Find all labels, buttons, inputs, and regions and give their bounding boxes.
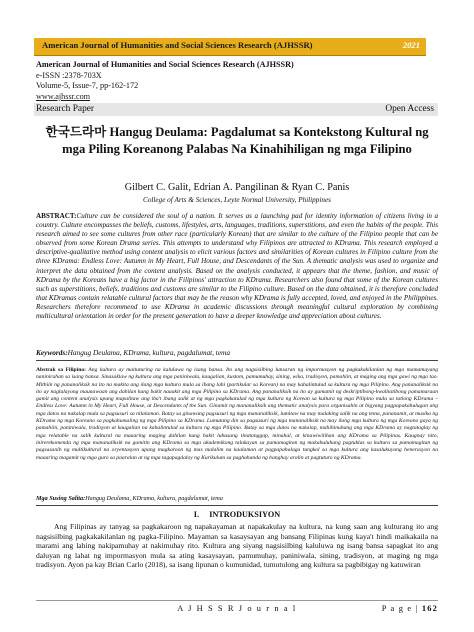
susing-salita-label: Mga Susing Salita: [36, 495, 86, 502]
journal-name: American Journal of Humanities and Social Sciences Research (AJHSSR) [36, 60, 294, 69]
keywords-text: Hangug Deulama, KDrama, kultura, pagdalumat, tema [67, 348, 230, 357]
keywords-label: Keywords: [36, 348, 68, 357]
journal-website-link[interactable]: www.ajhssr.com [36, 91, 91, 101]
introduction-paragraph: Ang Filipinas ay tanyag sa pagkakaroon ng napakayaman at napakakulay na kultura, na kung saan ang kulturang ito ang nagsisilbing pagkakakilanlan ng pagka-Filipino. Mayaman sa kasaysayan ang bansang Filipinas kung kaya't hindi maikakaila na marami ang lahing nakipamuhay at nakimuhay rito. Kultura ang siyang nagsisilbing kaluluwa ng isang bansa sapagkat ito ang daluyan ng lahat ng impormasyon mula sa ating kasaysayan, pamumuhay, paniniwala, sining, tradisyon, at maging ng mga tradisyon. Ayon pa kay Brian Carlo (2018), sa isang lipunan o kumunidad, tumutulong ang kultura sa pagbibigay ng katuwiran [36, 522, 438, 569]
paper-affiliation: College of Arts & Sciences, Leyte Normal University, Philippines [143, 196, 331, 204]
keywords [36, 348, 438, 357]
footer-divider [36, 600, 438, 601]
journal-header-title: American Journal of Humanities and Social Sciences Research (AJHSSR) [42, 40, 313, 50]
paper-title-korean: 한국드라마 [45, 124, 107, 139]
abstract-english [36, 212, 438, 321]
keywords-divider [36, 360, 438, 361]
susing-salita-divider [36, 505, 438, 506]
section-title: I. INTRODUKSIYON [193, 510, 281, 519]
abstract-label: ABSTRACT: [36, 212, 77, 220]
article-type-bar [34, 103, 438, 116]
footer-page-number: 162 [421, 604, 438, 613]
access-type: Open Access [385, 104, 434, 114]
journal-eissn: e-ISSN :2378-703X [36, 70, 102, 80]
paper-authors: Gilbert C. Galit, Edrian A. Pangilinan & Ryan C. Panis [124, 182, 350, 193]
abstrak-label: Abstrak sa Filipino: [36, 367, 86, 373]
journal-header-bar [34, 38, 426, 56]
abstrak-text: Ang kultura ay maituturing na kaluluwa ng isang bansa. Ito ang nagsisilbing lunsaran ng impormasyon ng pagkakakilanlan ng mga mamamayang naninirahan sa isang bansa. Sinasaklaw ng kultura ang mga paniniwala, kaugalian, kustom, pamumuhay, sining, wika, tradisyon, pamahiin, at maging ang mga gawi ng mga tao. Mithiin ng pananaliksik na ito na makita ang ilang mga kultura mula sa ibang lahi (partikular sa Korean) na may kahalintulad sa kultura ng mga Pilipino. Ang pananaliksik na ito ay naglalayong maunawaan ang dahilan kung bakit naaakit ang mga Pilipino sa KDrama. Ang pananaliksik na ito ay gumamit ng deskriptibong-kwalitatibong pamamaraan gamit ang content analysis upang mapalitaw ang iba't ibang salik at ng mga pagkakatulad ng mga kultura ng Korean sa kultura ng mga Pilipino mula sa tatlong KDrama – Endless Love: Autumn in My Heart, Full House, at Descendants of the Sun. Ginamit ng mananaliksik ang thematic analysis para organisahin at bigyang pagpapakahulugan ang mga datos na nakalap mula sa pagsusuri sa nilalaman. Batay sa ginawang pagsusuri ng mga mananaliksik, lumitaw na may malaking salik na ang tema, pananamit, at musika ng KDrama ng mga Koreano sa pagkahumaling ng mga Pilipino sa KDrama. Lumutang din sa pagsusuri ng mga mananaliksik na may ilang mga kultura ng mga Koreano gaya ng pamahiin, paniniwala, tradisyon at kaugalian na kahalintulad sa kultura ng mga Pilipino. Batay sa mga datos na nakalap, mahihinuhang ang mga KDrama ay nagtataglay ng mga relatable na salik kultural na maaaring maging dahilan kung bakit lubusang tinatanggap, minahal, at kinawiwilihan ang KDrama sa Pilipinas. Kaugnay nito, inirerekomenda ng mga mananaliksik na gamitin ang KDrama sa mga akademikong talakayan sa pamamagitan ng makabuluhang pagtuklas sa kultura sa pamamagitan ng pagsasanib ng multikultural na oryentasyon upang magkaroon ng mas malalim na kaalaman at pagpapahalaga tungkol sa mga kultura ang kasalukuyang henerasyon na maaaring magamit ng mga guro sa paaralan at ng mga tagapagdaloy ng Kurikulum sa paghahanda ng banghay aralin at pagtuturo ng KDrama. [36, 367, 438, 461]
journal-header-year: 2021 [402, 40, 420, 50]
journal-volume: Volume-5, Issue-7, pp-162-172 [36, 81, 139, 91]
footer-page [382, 604, 438, 613]
abstract-filipino [36, 367, 438, 462]
article-type: Research Paper [36, 104, 95, 114]
mga-susing-salita [36, 495, 438, 502]
paper-title-main: Hangug Deulama: Pagdalumat sa Kontekstong Kultural ng mga Piling Koreanong Palabas Na Kinahihiligan ng mga Filipino [62, 125, 429, 156]
footer-journal: A J H S S R J o u r n a l [177, 604, 297, 613]
journal-meta [36, 60, 294, 102]
abstract-text: Culture can be considered the soul of a nation. It serves as a launching pad for identity information of citizens living in a country. Culture encompasses the beliefs, customs, lifestyles, arts, languages, traditions, superstitions, and even the habits of the people. This research aimed to see some cultures from other race (particularly Korean) that are similar to the culture of the Filipino people that can be observed from some Korean Drama series. This attempts to understand why Filipinos are attracted to KDrama. This research employed a descriptive-qualitative method using content analysis to elicit various factors and similarities of Korean cultures in Filipino culture from the three KDrama: Endless Love: Autumn in My Heart, Full House, and Descendants of the Sun. A thematic analysis was used to organize and interpret the data obtained from the content analysis. Based on the analysis conducted, it appears that the theme, fashion, and music of KDrama by the Koreans have a big factor in the Filipinos' attraction to KDrama. Researchers also found that some of the Korean cultures such as superstitions, beliefs, traditions and customs are similar to the Filipino culture. Based on the data obtained, it is therefore concluded that KDramas contain relatable cultural factors that may be the reason why KDrama is fully accepted, loved, and enjoyed in the Philippines. Researchers therefore recommend to use KDrama in academic discussions through meaningful cultural exploration by combining multicultural orientation in order for the present generation to have a deeper knowledge and appreciation about cultures. [36, 212, 438, 321]
paper-title [40, 124, 434, 157]
susing-salita-text: Hangug Deulama, KDrama, kultura, pagdalumat, tema [85, 495, 223, 502]
footer-page-label: P a g e | [381, 604, 419, 613]
